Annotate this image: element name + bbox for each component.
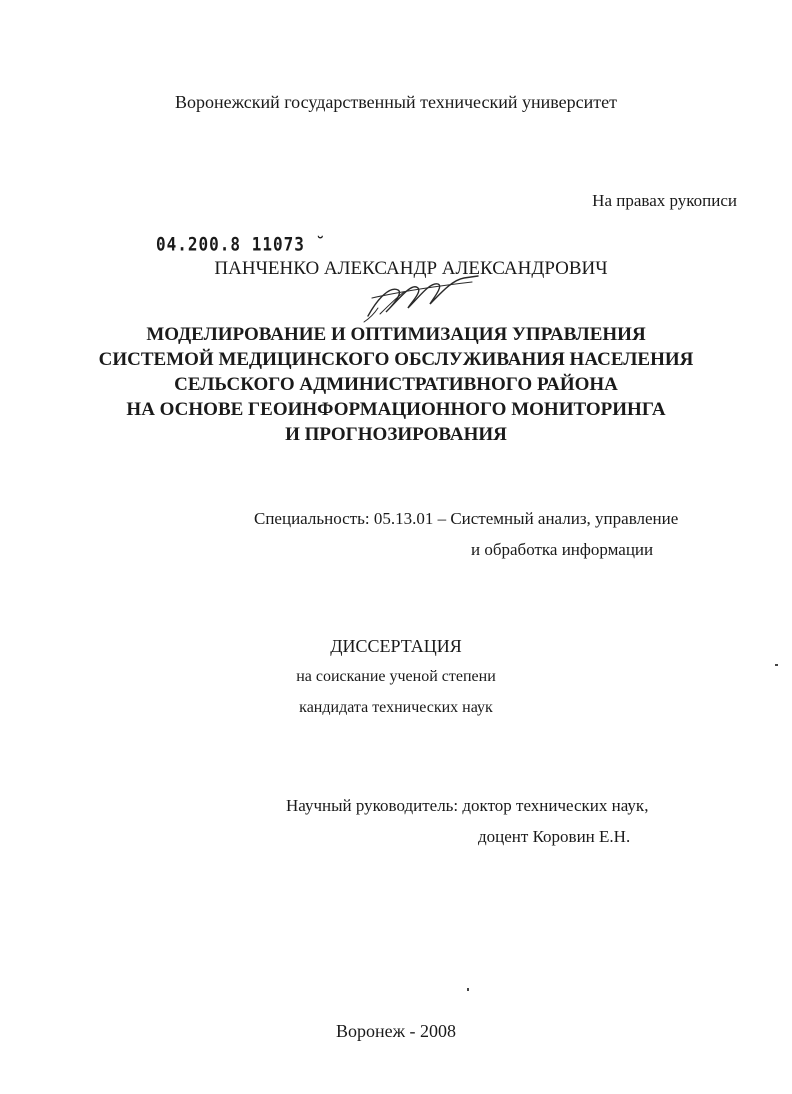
supervisor-line-2: доцент Коровин Е.Н. [478, 827, 631, 846]
author-name: ПАНЧЕНКО АЛЕКСАНДР АЛЕКСАНДРОВИЧ [214, 258, 608, 279]
degree-line-2: кандидата технических наук [299, 699, 493, 716]
stamp-mark: ˘ [304, 233, 327, 255]
title-line: НА ОСНОВЕ ГЕОИНФОРМАЦИОННОГО МОНИТОРИНГА [126, 399, 666, 420]
supervisor-line-1: Научный руководитель: доктор технических наук, [286, 796, 649, 815]
stamp-number: 04.200.8 11073 [156, 233, 305, 255]
title-line: СЕЛЬСКОГО АДМИНИСТРАТИВНОГО РАЙОНА [174, 374, 618, 395]
signature-icon [360, 268, 480, 328]
dissertation-title [0, 322, 792, 447]
dissertation-heading: ДИССЕРТАЦИЯ [330, 636, 462, 656]
scan-speck [467, 988, 469, 991]
city-year: Воронеж - 2008 [335, 1021, 457, 1041]
rights-notice: На правах рукописи [592, 191, 737, 210]
title-line: И ПРОГНОЗИРОВАНИЯ [285, 424, 507, 445]
registration-stamp [156, 233, 326, 255]
degree-line-1: на соискание ученой степени [296, 668, 496, 685]
scan-speck [775, 664, 778, 666]
specialty-line-2: и обработка информации [471, 540, 654, 559]
specialty-line-1: Специальность: 05.13.01 – Системный анализ, управление [254, 509, 679, 528]
title-line: СИСТЕМОЙ МЕДИЦИНСКОГО ОБСЛУЖИВАНИЯ НАСЕЛЕНИЯ [98, 349, 694, 370]
university-name: Воронежский государственный технический университет [175, 92, 617, 112]
title-line: МОДЕЛИРОВАНИЕ И ОПТИМИЗАЦИЯ УПРАВЛЕНИЯ [146, 324, 646, 345]
